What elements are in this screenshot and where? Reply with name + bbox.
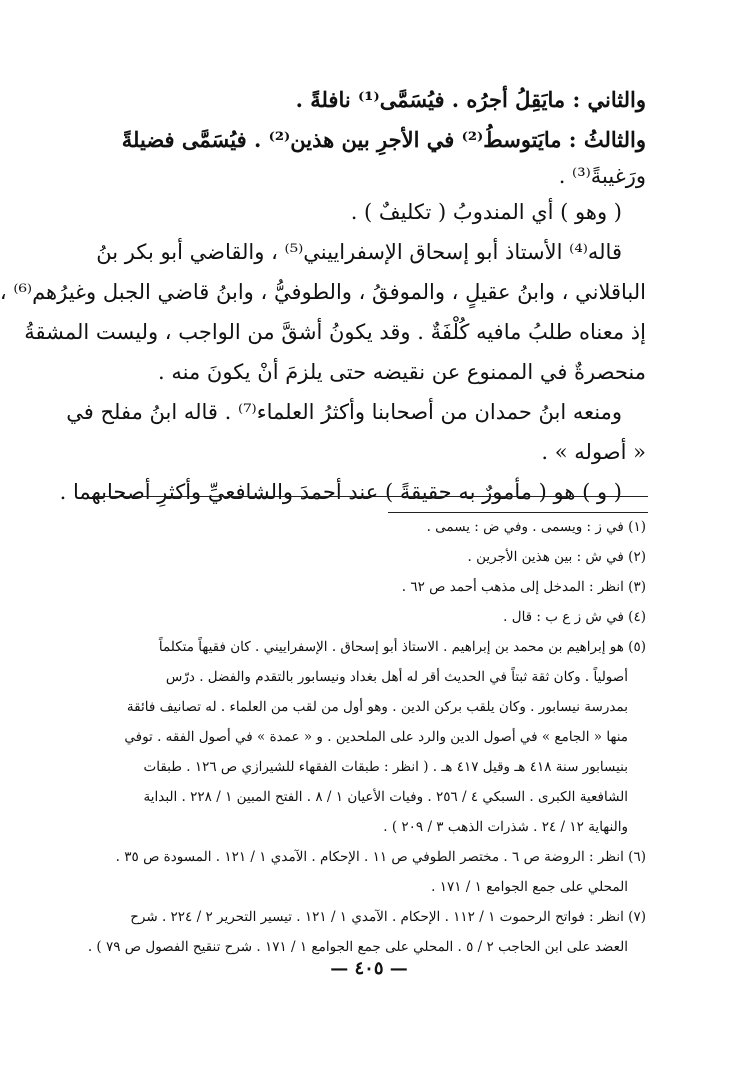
footnote-line: الشافعية الكبرى . السبكي ٤ / ٢٥٦ . وفيات الأعيان ١ / ٨ . الفتح المبين ١ / ٢٢٨ . البداية <box>143 789 628 805</box>
text-line: منحصرةٌ في الممنوع عن نقيضه حتى يلزمَ أنْ يكونَ منه . <box>158 360 646 384</box>
text-line: ومنعه ابنُ حمدان من أصحابنا وأكثرُ العلماء⁽⁷⁾ . قاله ابنُ مفلح في <box>66 400 622 424</box>
footnote-line: (٤) في ش ز ع ب : قال . <box>503 609 646 625</box>
text-line: ( وهو ) أي المندوبُ ( تكليفٌ ) . <box>350 200 622 224</box>
text-line: والثالثُ : مايَتوسطُ⁽²⁾ في الأجرِ بين هذين⁽²⁾ . فيُسَمَّى فضيلةً <box>121 127 646 152</box>
text-line: إذ معناه طلبُ مافيه كُلْفَةٌ . وقد يكونُ أشقَّ من الواجب ، وليست المشقةُ <box>24 320 646 344</box>
text-line: والثاني : مايَقِلُ أجرُه . فيُسَمَّى⁽¹⁾ نافلةً . <box>295 87 646 112</box>
footnote-line: أصولياً . وكان ثقة ثبتاً في الحديث أقر له أهل بغداد ونيسابور بالتقدم والفضل . درّس <box>165 669 628 685</box>
footnote-line: (٥) هو إبراهيم بن محمد بن إبراهيم . الاستاذ أبو إسحاق . الإسفراييني . كان فقيهاً متكلماً <box>158 639 646 655</box>
main-text <box>0 80 646 512</box>
footnote-line: (٦) انظر : الروضة ص ٦ . مختصر الطوفي ص ١١ . الإحكام . الآمدي ١ / ١٢١ . المسودة ص ٣٥ . <box>115 849 646 865</box>
text-line: ورَغيبةً⁽³⁾ . <box>558 164 646 188</box>
footnote-line: منها « الجامع » في أصول الدين والرد على الملحدين . و « عمدة » في أصول الفقه . توفي <box>124 729 628 745</box>
footnote-line: بنيسابور سنة ٤١٨ هـ وقيل ٤١٧ هـ . ( انظر : طبقات الفقهاء للشيرازي ص ١٢٦ . طبقات <box>143 759 628 775</box>
footnote-line: العضد على ابن الحاجب ٢ / ٥ . المحلي على جمع الجوامع ١ / ١٧١ . شرح تنقيح الفصول ص ٧٩ ) . <box>87 939 628 955</box>
text-line: ( و ) هو ( مأمورٌ به حقيقةً ) عند أحمدَ والشافعيِّ وأكثرِ أصحابهما . <box>59 480 622 504</box>
footnote-line: بمدرسة نيسابور . وكان يلقب بركن الدين . وهو أول من لقب من العلماء . له تصانيف فائقة <box>126 699 628 715</box>
footnote-line: والنهاية ١٢ / ٢٤ . شذرات الذهب ٣ / ٢٠٩ ) . <box>383 819 628 835</box>
page-number: — ٤٠٥ — <box>330 958 408 979</box>
text-line: قاله⁽⁴⁾ الأستاذ أبو إسحاق الإسفراييني⁽⁵⁾ ، والقاضي أبو بكر بنُ <box>96 240 622 264</box>
footnote-line: (١) في ز : ويسمى . وفي ض : يسمى . <box>426 519 646 535</box>
footnote-line: المحلي على جمع الجوامع ١ / ١٧١ . <box>431 879 628 895</box>
text-line: « أصوله » . <box>541 440 646 464</box>
text-line: الباقلاني ، وابنُ عقيلٍ ، والموفقُ ، والطوفيُّ ، وابنُ قاضي الجبل وغيرُهم⁽⁶⁾ ، <box>0 280 646 304</box>
footnote-line: (٢) في ش : بين هذين الأجرين . <box>467 549 646 565</box>
section-divider <box>92 496 648 497</box>
footnotes <box>87 512 646 962</box>
footnote-line: (٧) انظر : فواتح الرحموت ١ / ١١٢ . الإحكام . الآمدي ١ / ١٢١ . تيسير التحرير ٢ / ٢٢٤ . شرح <box>130 909 646 925</box>
footnote-line: (٣) انظر : المدخل إلى مذهب أحمد ص ٦٢ . <box>401 579 646 595</box>
